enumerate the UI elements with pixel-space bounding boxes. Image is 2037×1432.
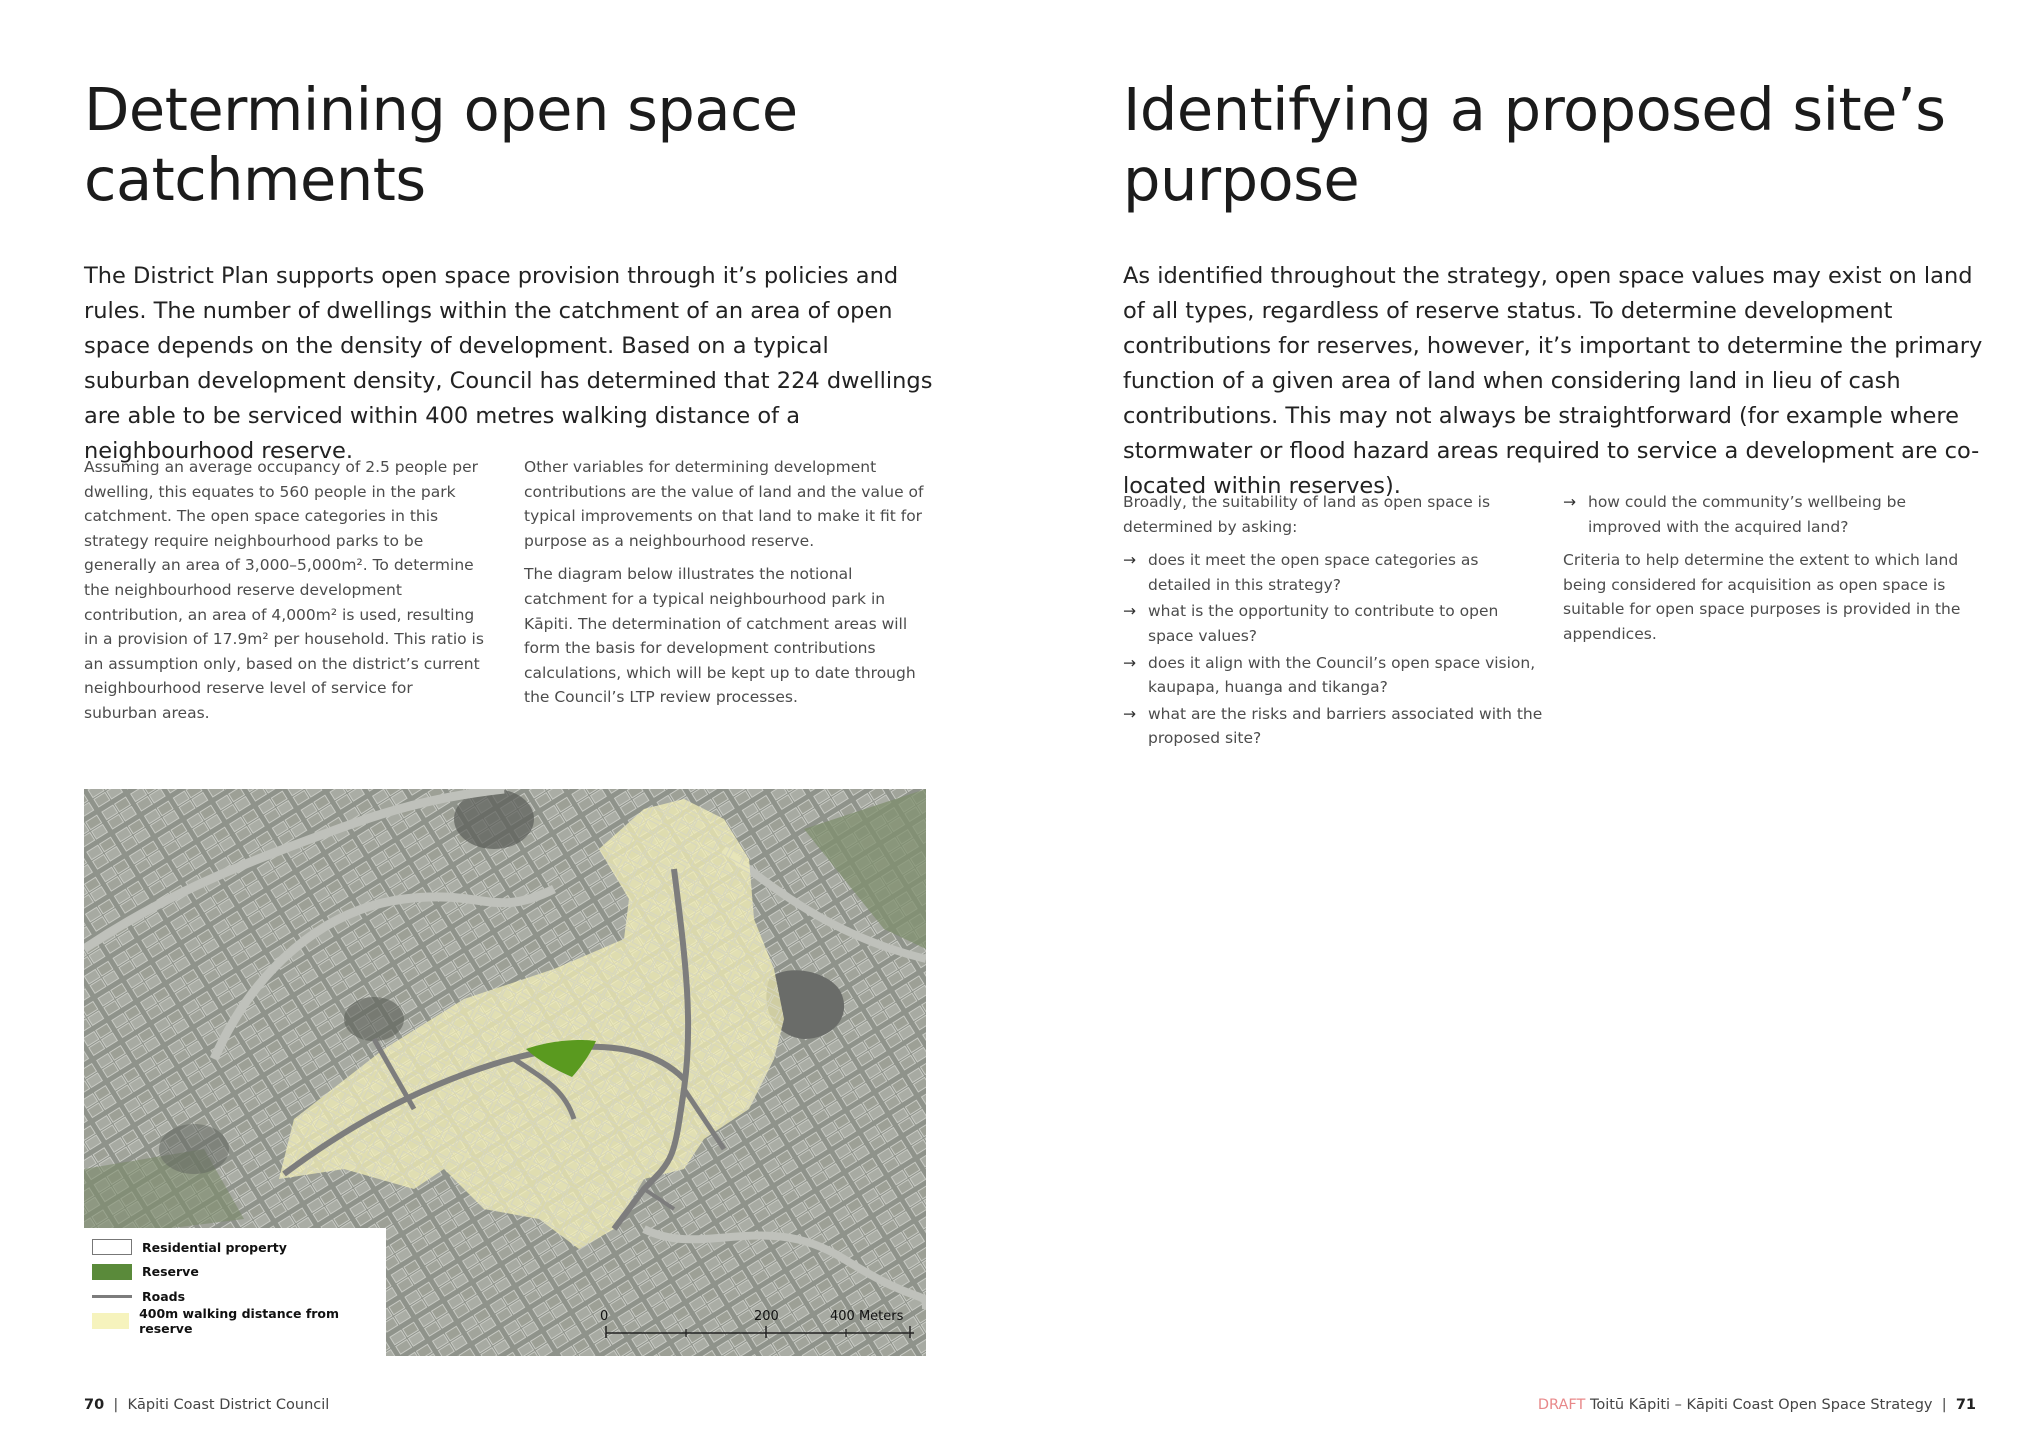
tree-cluster: [344, 997, 404, 1041]
legend-residential-label: Residential property: [142, 1239, 287, 1255]
scale-label-end: 400 Meters: [830, 1309, 904, 1324]
right-lead-paragraph: As identified throughout the strategy, open space values may exist on land of all types, regardless of reserve status. To determine development contributions for reserves, however, it’s important to determine the primary function of a given area of land when considering land in lieu of cash contributions. This may not always be straightforward (for example where stormwater or flood hazard areas required to service a development are co-located within reserves).: [1123, 263, 1983, 499]
criteria-item: [1123, 651, 1543, 700]
criteria-list: [1123, 548, 1543, 751]
legend-row-walk: [92, 1305, 378, 1336]
right-title-line2: purpose: [1123, 145, 1360, 214]
right-column-2: [1563, 490, 1983, 656]
right-footer-text: Toitū Kāpiti – Kāpiti Coast Open Space Strategy: [1589, 1397, 1933, 1413]
left-col2-paragraph-1: Other variables for determining development contributions are the value of land and the value of typical improvements on that land to make it fit for purpose as a neighbourhood reserve.: [524, 458, 924, 550]
arrow-right-icon: →: [1563, 493, 1576, 511]
right-title-line1: Identifying a proposed site’s: [1123, 75, 1946, 144]
right-col1-intro: Broadly, the suitability of land as open space is determined by asking:: [1123, 493, 1491, 536]
right-footer: [1538, 1395, 1976, 1415]
scale-label-mid: 200: [754, 1309, 779, 1324]
left-footer: [84, 1395, 329, 1415]
right-page-number: 71: [1955, 1397, 1976, 1413]
arrow-right-icon: →: [1123, 602, 1136, 621]
legend-row-reserve: [92, 1260, 378, 1285]
walk-swatch: [92, 1313, 129, 1329]
scale-bar: [514, 1309, 914, 1349]
right-page: [1018, 0, 2036, 1432]
road-swatch: [92, 1295, 132, 1298]
left-title-line2: catchments: [84, 145, 426, 214]
left-footer-text: Kāpiti Coast District Council: [127, 1397, 330, 1413]
map-legend: [84, 1228, 386, 1356]
left-page-number: 70: [84, 1397, 105, 1413]
criteria-text: what are the risks and barriers associated with the proposed site?: [1148, 704, 1543, 748]
legend-walk-label: 400m walking distance from reserve: [139, 1305, 340, 1336]
reserve-swatch: [92, 1264, 132, 1280]
left-col2-paragraph-2: The diagram below illustrates the notional catchment for a typical neighbourhood park in Kāpiti. The determination of catchment areas will form the basis for development contributions calculations, which will be kept up to date through the Council’s LTP review processes.: [524, 565, 916, 707]
arrow-right-icon: →: [1123, 551, 1136, 570]
left-lead-paragraph: The District Plan supports open space provision through it’s policies and rules. The number of dwellings within the catchment of an area of open space depends on the density of development. Based on a typical suburban development density, Council has determined that 224 dwellings are able to be serviced within 400 metres walking distance of a neighbourhood reserve.: [84, 263, 933, 464]
left-column-1: [84, 455, 484, 735]
left-title-line1: Determining open space: [84, 75, 798, 144]
criteria-item: [1123, 548, 1543, 597]
criteria-text: how could the community’s wellbeing be improved with the acquired land?: [1588, 493, 1906, 536]
criteria-item: [1563, 490, 1983, 539]
legend-reserve-label: Reserve: [142, 1264, 199, 1280]
criteria-text: what is the opportunity to contribute to open space values?: [1148, 602, 1499, 645]
arrow-right-icon: →: [1123, 653, 1136, 672]
right-column-1: [1123, 490, 1543, 760]
criteria-item: [1123, 599, 1543, 648]
right-page-title: [1123, 75, 1945, 215]
criteria-text: does it align with the Council’s open space vision, kaupapa, huanga and tikanga?: [1148, 653, 1536, 697]
left-column-2: [524, 455, 924, 719]
tree-cluster: [159, 1124, 229, 1174]
left-footer-separator: |: [113, 1397, 119, 1413]
criteria-list-continued: [1563, 490, 1983, 539]
right-footer-separator: |: [1941, 1397, 1947, 1413]
criteria-item: [1123, 702, 1543, 751]
scale-label-zero: 0: [600, 1309, 609, 1324]
legend-row-residential: [92, 1235, 378, 1260]
catchment-map: [84, 789, 926, 1356]
arrow-right-icon: →: [1123, 704, 1136, 723]
right-col2-paragraph: Criteria to help determine the extent to which land being considered for acquisition as open space is suitable for open space purposes is provided in the appendices.: [1563, 551, 1961, 643]
residential-swatch: [92, 1239, 132, 1255]
left-page-title: [84, 75, 798, 215]
left-page: [0, 0, 1018, 1432]
draft-label: DRAFT: [1537, 1397, 1586, 1413]
left-col1-paragraph: Assuming an average occupancy of 2.5 people per dwelling, this equates to 560 people in the park catchment. The open space categories in this strategy require neighbourhood parks to be generally an area of 3,000–5,000m². To determine the neighbourhood reserve development contribution, an area of 4,000m² is used, resulting in a provision of 17.9m² per household. This ratio is an assumption only, based on the district’s current neighbourhood reserve level of service for suburban areas.: [84, 458, 484, 722]
criteria-text: does it meet the open space categories as detailed in this strategy?: [1148, 551, 1479, 594]
legend-roads-label: Roads: [142, 1288, 186, 1304]
